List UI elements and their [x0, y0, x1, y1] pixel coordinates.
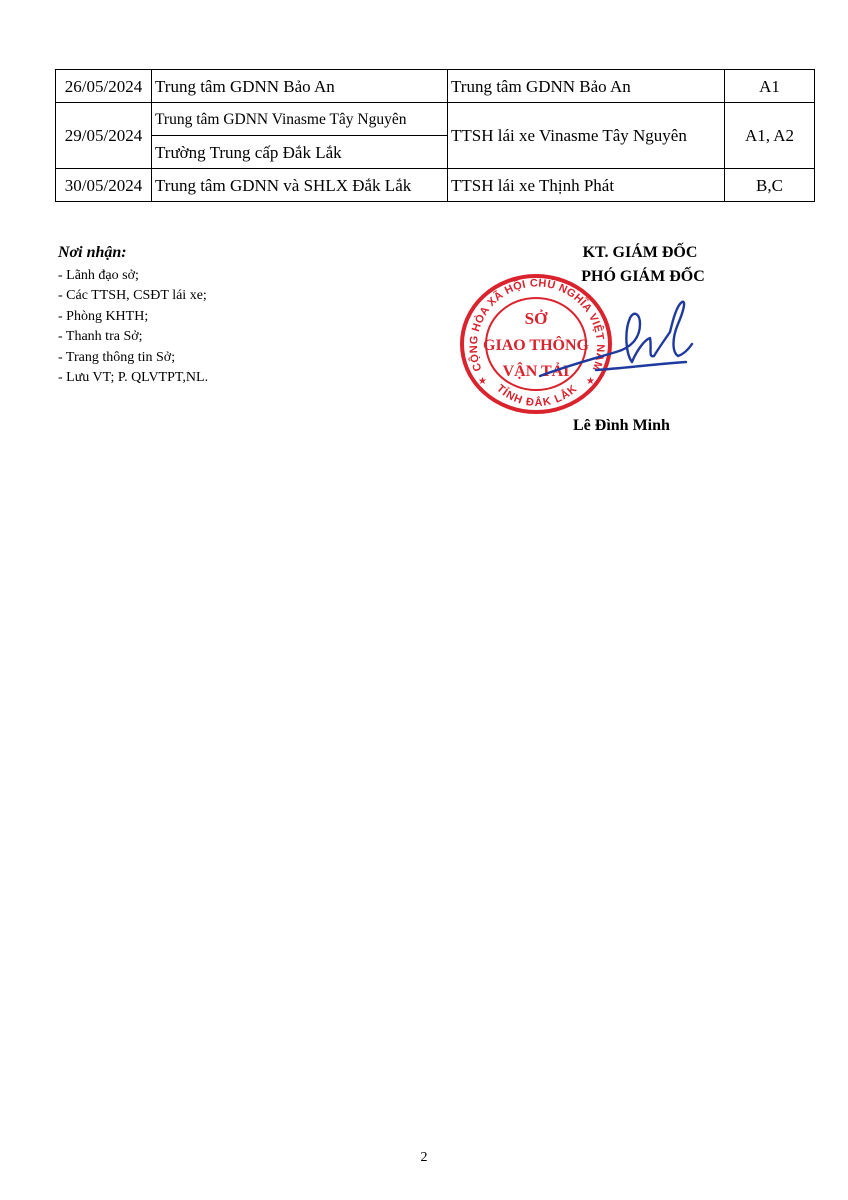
seal-center-line: VẬN TẢI	[502, 363, 570, 380]
table-row	[56, 103, 815, 136]
signer-authority: KT. GIÁM ĐỐC	[582, 244, 698, 261]
list-item: - Các TTSH, CSĐT lái xe;	[58, 288, 207, 303]
seal-ring-text: CỘNG HÒA XÃ HỘI CHỦ NGHĨA VIỆT NAM	[467, 277, 607, 373]
signer-title: PHÓ GIÁM ĐỐC	[581, 268, 705, 285]
date-cell: 26/05/2024	[56, 70, 152, 103]
table-row	[56, 70, 815, 103]
location-cell: TTSH lái xe Thịnh Phát	[448, 169, 725, 202]
unit-cell: Trung tâm GDNN Bảo An	[152, 70, 448, 103]
list-item: - Trang thông tin Sở;	[58, 349, 176, 365]
table-row	[56, 169, 815, 202]
class-cell: A1	[725, 70, 815, 103]
signer-name: Lê Đình Minh	[573, 417, 670, 434]
list-item: - Lãnh đạo sở;	[58, 267, 139, 283]
schedule-table	[55, 69, 815, 202]
unit-cell: Trung tâm GDNN và SHLX Đắk Lắk	[152, 169, 448, 202]
page-number: 2	[420, 1150, 428, 1165]
unit-cell: Trường Trung cấp Đắk Lắk	[152, 136, 448, 169]
date-cell: 30/05/2024	[56, 169, 152, 202]
location-cell: TTSH lái xe Vinasme Tây Nguyên	[448, 103, 725, 169]
location-cell: Trung tâm GDNN Bảo An	[448, 70, 725, 103]
svg-text:★: ★	[478, 376, 487, 387]
recipients-title: Nơi nhận:	[58, 244, 127, 261]
recipients-list	[58, 243, 208, 389]
handwritten-signature	[536, 296, 696, 396]
date-cell: 29/05/2024	[56, 103, 152, 169]
class-cell: A1, A2	[725, 103, 815, 169]
list-item: - Lưu VT; P. QLVTPT,NL.	[58, 370, 209, 385]
list-item: - Thanh tra Sở;	[58, 329, 143, 344]
svg-text:★: ★	[586, 376, 595, 387]
seal-center-line: GIAO THÔNG	[483, 337, 589, 354]
seal-bottom-text: TỈNH ĐẮK LẮK	[494, 382, 580, 410]
seal-center-line: SỞ	[524, 309, 548, 328]
list-item: - Phòng KHTH;	[58, 308, 149, 324]
unit-cell: Trung tâm GDNN Vinasme Tây Nguyên	[152, 103, 448, 136]
class-cell: B,C	[725, 169, 815, 202]
